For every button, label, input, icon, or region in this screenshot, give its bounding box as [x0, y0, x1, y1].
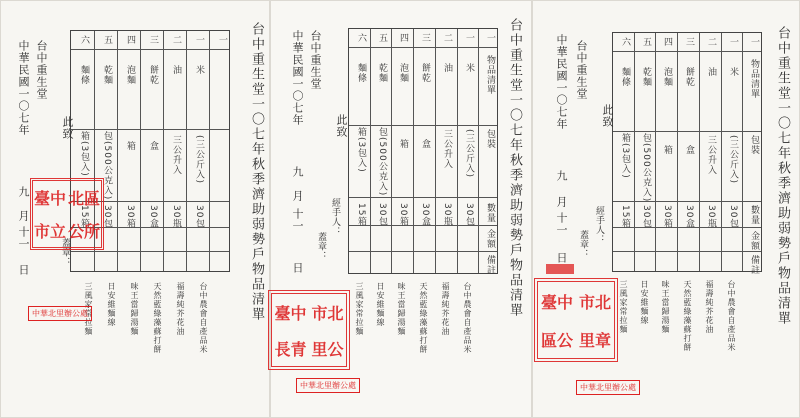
row-no: 一 [464, 33, 474, 43]
row-pack: (三公斤入) [464, 129, 474, 179]
row-no: 五 [377, 33, 387, 43]
org-name: 台中重生堂 [575, 40, 588, 100]
row-qty: 15箱 [356, 203, 366, 227]
row-note: 日安維麵線 [107, 282, 116, 327]
date-month: 九 [291, 166, 304, 178]
row-no: 五 [641, 37, 651, 47]
sign-label: 蓋章： [60, 238, 70, 267]
row-qty: 30包 [102, 205, 112, 229]
date-year: 中華民國一〇七年 [17, 40, 30, 136]
row-pack: 三公升入 [171, 135, 181, 175]
date-month-unit: 月 [291, 190, 304, 202]
row-pack: 包(500公克入) [377, 127, 387, 197]
row-item: 泡麵 [398, 63, 408, 83]
date-day: 十一 [555, 212, 568, 236]
header-note: 備註 [749, 255, 759, 275]
row-item: 泡麵 [662, 67, 672, 87]
org-name: 台中重生堂 [309, 30, 322, 90]
row-qty: 30箱 [125, 205, 135, 229]
row-note: 日安維麵線 [640, 280, 649, 325]
org-name: 台中重生堂 [35, 40, 48, 100]
row-pack: 箱 [662, 145, 672, 155]
row-pack: 盒 [148, 141, 158, 151]
items-table [348, 28, 498, 274]
row-qty: 30瓶 [706, 205, 716, 229]
row-no: 二 [706, 37, 716, 47]
header-qty: 數量 [485, 203, 495, 223]
row-note: 天然藍綠藻蘇打餅 [153, 282, 162, 354]
row-note: 味王當歸湯麵 [130, 282, 139, 336]
row-note: 福壽純芥花油 [705, 280, 714, 334]
row-no: 六 [79, 35, 89, 45]
row-note: 三風家常拉麵 [355, 282, 364, 336]
row-no: 一 [194, 35, 204, 45]
row-note: 三風家常拉麵 [84, 282, 93, 336]
row-item: 米 [728, 67, 738, 77]
row-note: 台中農會自產品米 [199, 282, 208, 354]
row-pack: 包(500公克入) [641, 133, 651, 203]
row-pack: 箱(3包入) [356, 127, 366, 173]
row-no: 六 [356, 33, 366, 43]
row-no: 三 [684, 37, 694, 47]
row-note: 台中農會自產品米 [727, 280, 736, 352]
row-note: 味王當歸湯麵 [397, 282, 406, 336]
row-no: 四 [398, 33, 408, 43]
row-note: 味王當歸湯麵 [661, 280, 670, 334]
row-pack: 盒 [420, 139, 430, 149]
row-no: 四 [662, 37, 672, 47]
row-no: 三 [420, 33, 430, 43]
row-pack: 包(500公克入) [102, 131, 112, 201]
row-no: 二 [442, 33, 452, 43]
row-no: 一 [728, 37, 738, 47]
row-pack: 三公升入 [442, 129, 452, 169]
page-title: 台中重生堂一〇七年秋季濟助弱勢戶物品清單 [775, 26, 790, 326]
row-qty: 30瓶 [171, 205, 181, 229]
date-month-unit: 月 [555, 196, 568, 208]
row-pack: 三公升入 [706, 135, 716, 175]
row-qty: 30包 [641, 205, 651, 229]
document-page-2 [270, 0, 532, 418]
row-qty: 30包 [728, 205, 738, 229]
row-qty: 30盒 [420, 203, 430, 227]
small-stamp: 中華北里辦公處 [296, 378, 360, 393]
row-qty: 30瓶 [442, 203, 452, 227]
row-qty: 15箱 [79, 205, 89, 229]
date-month: 九 [555, 170, 568, 182]
header-item: 物品清單 [749, 59, 759, 99]
small-stamp: 中華北里辦公處 [576, 380, 640, 395]
row-item: 泡麵 [125, 65, 135, 85]
row-qty: 30箱 [662, 205, 672, 229]
document-page-1 [0, 0, 270, 418]
header-no: 一 [217, 35, 227, 45]
header-pack: 包裝 [485, 129, 495, 149]
row-qty: 30盒 [148, 205, 158, 229]
row-note: 台中農會自產品米 [463, 282, 472, 354]
row-pack: 箱 [125, 141, 135, 151]
row-item: 油 [442, 63, 452, 73]
row-pack: (三公斤入) [728, 135, 738, 185]
row-no: 五 [102, 35, 112, 45]
closing-zhi: 此致 [601, 104, 614, 128]
handler-label: 經手人： [330, 198, 340, 236]
date-day: 十一 [291, 208, 304, 232]
date-month-unit: 月 [17, 210, 30, 222]
row-item: 麵條 [356, 63, 366, 83]
row-note: 日安維麵線 [376, 282, 385, 327]
row-pack: 箱(3包入) [79, 131, 89, 177]
official-seal: 臺中 市北 區公 里章 [534, 278, 618, 362]
header-amount: 金額 [485, 229, 495, 249]
date-year: 中華民國一〇七年 [291, 30, 304, 126]
small-stamp: 中華北里辦公處 [28, 306, 92, 321]
official-seal: 臺中 北區 市立 公所 [30, 178, 104, 250]
date-day-unit: 日 [291, 262, 304, 274]
sign-label: 蓋章： [578, 230, 588, 259]
row-qty: 30箱 [398, 203, 408, 227]
header-no: 一 [749, 37, 759, 47]
date-month: 九 [17, 186, 30, 198]
row-no: 三 [148, 35, 158, 45]
official-seal: 臺中 市北 長青 里公 [268, 290, 350, 370]
row-note: 天然藍綠藻蘇打餅 [683, 280, 692, 352]
row-qty: 30盒 [684, 205, 694, 229]
row-item: 米 [194, 65, 204, 75]
row-pack: 箱 [398, 139, 408, 149]
row-item: 麵條 [79, 65, 89, 85]
date-day-unit: 日 [17, 264, 30, 276]
row-qty: 30包 [377, 203, 387, 227]
row-item: 乾麵 [377, 63, 387, 83]
row-no: 六 [620, 37, 630, 47]
closing-zhi: 此致 [61, 116, 74, 140]
page-title: 台中重生堂一〇七年秋季濟助弱勢戶物品清單 [507, 18, 522, 318]
row-note: 福壽純芥花油 [441, 282, 450, 336]
page-title: 台中重生堂一〇七年秋季濟助弱勢戶物品清單 [249, 22, 264, 322]
items-table [612, 32, 762, 275]
row-item: 米 [464, 63, 474, 73]
row-item: 餅乾 [420, 63, 430, 83]
red-ink-mark [546, 264, 574, 274]
date-year: 中華民國一〇七年 [555, 34, 568, 130]
row-note: 三風家常拉麵 [619, 280, 628, 334]
header-item: 物品清單 [485, 55, 495, 95]
sign-label: 蓋章： [316, 232, 326, 261]
row-item: 乾麵 [102, 65, 112, 85]
row-qty: 30包 [194, 205, 204, 229]
row-qty: 30包 [464, 203, 474, 227]
row-pack: (三公斤入) [194, 135, 204, 185]
row-item: 乾麵 [641, 67, 651, 87]
row-item: 油 [706, 67, 716, 77]
header-note: 備註 [485, 255, 495, 275]
header-no: 一 [485, 33, 495, 43]
row-item: 麵條 [620, 67, 630, 87]
date-day-unit: 日 [555, 252, 568, 264]
row-qty: 15箱 [620, 205, 630, 229]
row-item: 餅乾 [148, 65, 158, 85]
closing-zhi: 此致 [335, 114, 348, 138]
date-day: 十一 [17, 226, 30, 250]
row-item: 餅乾 [684, 67, 694, 87]
header-pack: 包裝 [749, 135, 759, 155]
row-pack: 箱(3包入) [620, 133, 630, 179]
document-page-3 [532, 0, 800, 418]
row-no: 二 [171, 35, 181, 45]
row-note: 天然藍綠藻蘇打餅 [419, 282, 428, 354]
handler-label: 經手人： [594, 206, 604, 244]
row-note: 福壽純芥花油 [176, 282, 185, 336]
header-amount: 金額 [749, 231, 759, 251]
header-qty: 數量 [749, 205, 759, 225]
row-no: 四 [125, 35, 135, 45]
row-pack: 盒 [684, 145, 694, 155]
row-item: 油 [171, 65, 181, 75]
